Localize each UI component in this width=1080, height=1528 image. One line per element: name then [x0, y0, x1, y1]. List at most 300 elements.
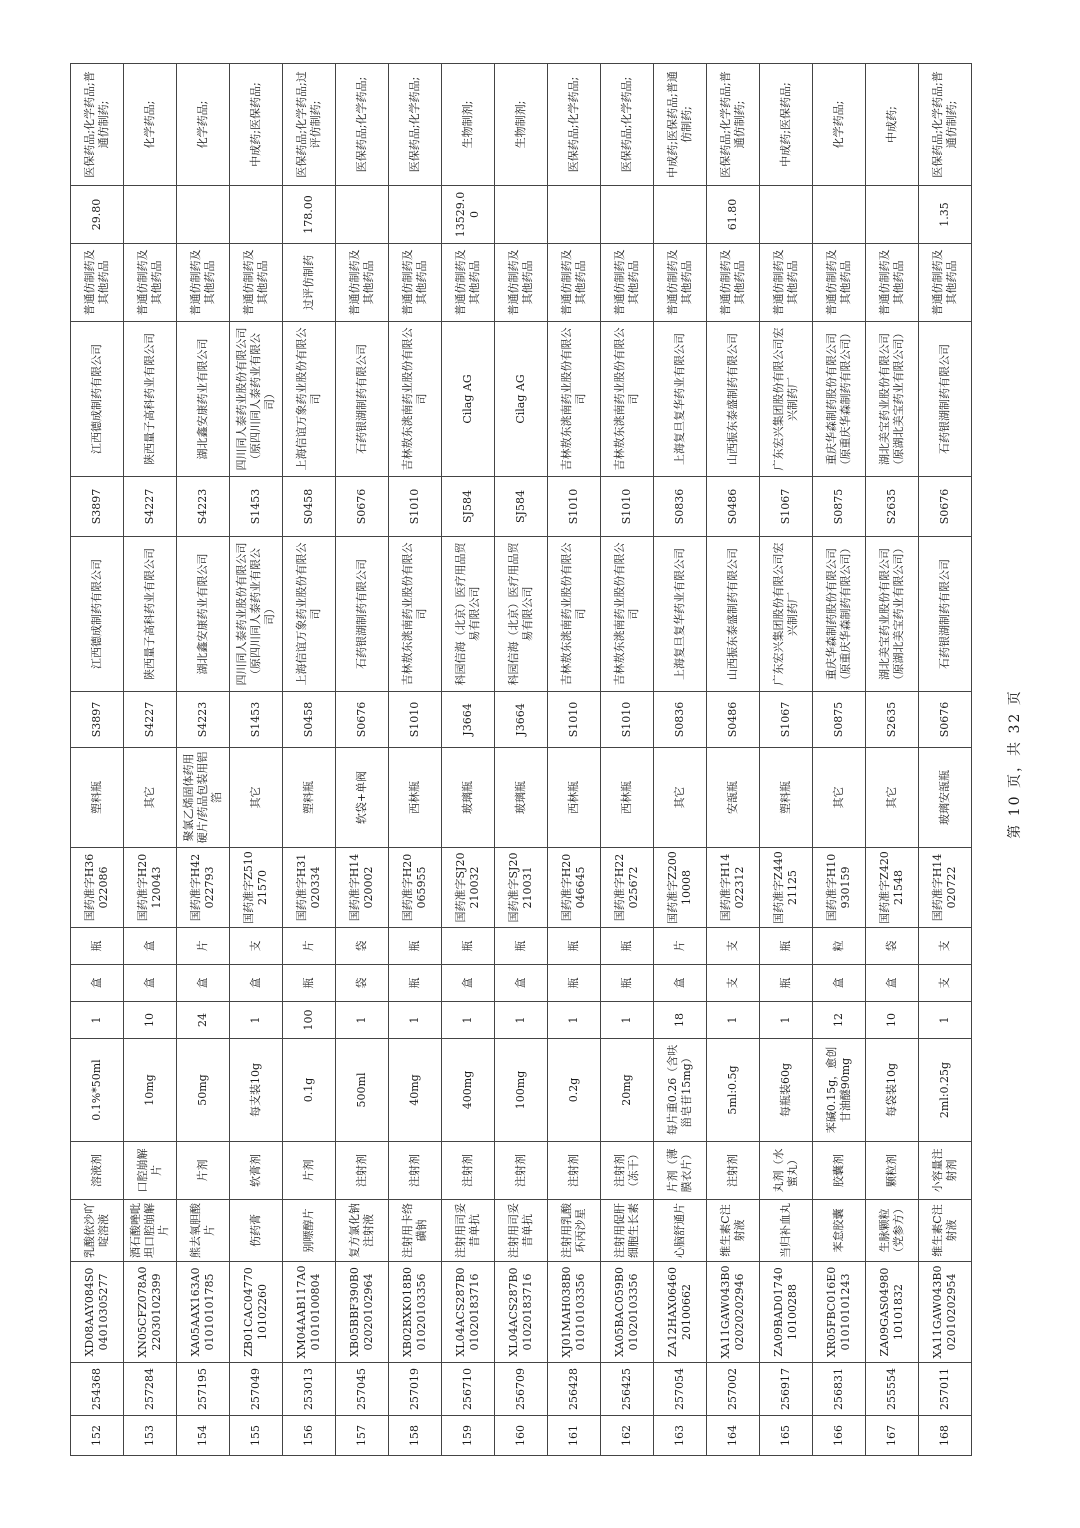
min-unit-cell: 粒	[813, 928, 866, 965]
enterprise-name-cell: 吉林敖东洮南药业股份有限公司	[389, 537, 442, 692]
manufacturer-code-cell: S3897	[71, 477, 124, 537]
drug-code-cell: XL04ACS287B001020183716	[442, 1262, 495, 1363]
table-row	[919, 64, 972, 1456]
package-unit-cell: 盒	[177, 965, 230, 1002]
table-row	[495, 64, 548, 1456]
min-unit-cell: 瓶	[601, 928, 654, 965]
min-unit-cell: 袋	[866, 928, 919, 965]
drug-category-cell: 普通仿制药及其他药品	[548, 244, 601, 322]
remarks-cell: 生物制剂;	[442, 64, 495, 186]
approval-number-cell: 国药准字Z51021570	[230, 848, 283, 928]
enterprise-name-cell: 江西德成制药有限公司	[71, 537, 124, 692]
price-cell	[177, 186, 230, 244]
remarks-cell: 医保药品;化学药品;	[548, 64, 601, 186]
drug-category-cell: 普通仿制药及其他药品	[601, 244, 654, 322]
row-number-cell: 166	[813, 1416, 866, 1456]
dosage-form-cell: 注射剂	[336, 1142, 389, 1200]
min-unit-cell: 支	[919, 928, 972, 965]
drug-code-cell: XD08AAY084S004010305277	[71, 1262, 124, 1363]
manufacturer-code-cell: S2635	[866, 477, 919, 537]
table-row	[177, 64, 230, 1456]
price-cell	[760, 186, 813, 244]
table-row	[548, 64, 601, 1456]
table-row	[389, 64, 442, 1456]
enterprise-code-cell: S2635	[866, 692, 919, 748]
packaging-material-cell: 其它	[813, 748, 866, 848]
enterprise-code-cell: S0676	[919, 692, 972, 748]
item-id-cell: 257002	[707, 1363, 760, 1416]
min-unit-cell: 瓶	[495, 928, 548, 965]
drug-list-table	[70, 63, 972, 1456]
min-unit-cell: 片	[283, 928, 336, 965]
table-row	[813, 64, 866, 1456]
dosage-form-cell: 注射剂	[707, 1142, 760, 1200]
enterprise-name-cell: 湖北鑫安康药业有限公司	[177, 537, 230, 692]
drug-name-cell: 注射用司妥昔单抗	[442, 1200, 495, 1262]
item-id-cell: 257054	[654, 1363, 707, 1416]
dosage-form-cell: 丸剂（水蜜丸）	[760, 1142, 813, 1200]
price-cell: 29.80	[71, 186, 124, 244]
approval-number-cell: 国药准字SJ20210031	[495, 848, 548, 928]
drug-name-cell: 别嘌醇片	[283, 1200, 336, 1262]
remarks-cell: 医保药品;化学药品;普通仿制药;	[71, 64, 124, 186]
row-number-cell: 168	[919, 1416, 972, 1456]
package-quantity-cell: 1	[71, 1002, 124, 1039]
manufacturer-code-cell: S1453	[230, 477, 283, 537]
enterprise-name-cell: 山西振东泰盛制药有限公司	[707, 537, 760, 692]
table-row	[442, 64, 495, 1456]
enterprise-name-cell: 上海信谊万象药业股份有限公司	[283, 537, 336, 692]
price-cell	[813, 186, 866, 244]
packaging-material-cell: 塑料瓶	[71, 748, 124, 848]
table-row	[283, 64, 336, 1456]
enterprise-code-cell: S4223	[177, 692, 230, 748]
packaging-material-cell: 玻璃安瓿瓶	[919, 748, 972, 848]
enterprise-name-cell: 吉林敖东洮南药业股份有限公司	[548, 537, 601, 692]
item-id-cell: 255554	[866, 1363, 919, 1416]
enterprise-code-cell: S0486	[707, 692, 760, 748]
row-number-cell: 160	[495, 1416, 548, 1456]
manufacturer-code-cell: SJ584	[442, 477, 495, 537]
remarks-cell: 医保药品;化学药品;	[336, 64, 389, 186]
drug-category-cell: 普通仿制药及其他药品	[336, 244, 389, 322]
item-id-cell: 256831	[813, 1363, 866, 1416]
enterprise-name-cell: 陕西量子高科药业有限公司	[124, 537, 177, 692]
drug-category-cell: 普通仿制药及其他药品	[813, 244, 866, 322]
enterprise-name-cell: 吉林敖东洮南药业股份有限公司	[601, 537, 654, 692]
manufacturer-name-cell: 山西振东泰盛制药有限公司	[707, 322, 760, 477]
enterprise-code-cell: S0836	[654, 692, 707, 748]
enterprise-name-cell: 石药银湖制药有限公司	[919, 537, 972, 692]
package-unit-cell: 瓶	[548, 965, 601, 1002]
drug-name-cell: 心脑舒通片	[654, 1200, 707, 1262]
drug-code-cell: ZA12HAX0646020100662	[654, 1262, 707, 1363]
manufacturer-name-cell: 吉林敖东洮南药业股份有限公司	[548, 322, 601, 477]
dosage-form-cell: 注射剂	[548, 1142, 601, 1200]
package-unit-cell: 支	[919, 965, 972, 1002]
enterprise-code-cell: S1010	[601, 692, 654, 748]
remarks-cell: 生物制剂;	[495, 64, 548, 186]
package-quantity-cell: 1	[442, 1002, 495, 1039]
drug-code-cell: XB05BBF390B002020102964	[336, 1262, 389, 1363]
remarks-cell: 中成药;	[866, 64, 919, 186]
row-number-cell: 162	[601, 1416, 654, 1456]
approval-number-cell: 国药准字H14020722	[919, 848, 972, 928]
dosage-form-cell: 小容量注射剂	[919, 1142, 972, 1200]
enterprise-code-cell: J3664	[442, 692, 495, 748]
manufacturer-code-cell: S0836	[654, 477, 707, 537]
manufacturer-name-cell: 上海复旦复华药业有限公司	[654, 322, 707, 477]
item-id-cell: 257045	[336, 1363, 389, 1416]
manufacturer-name-cell: 江西德成制药有限公司	[71, 322, 124, 477]
approval-number-cell: 国药准字SJ20210032	[442, 848, 495, 928]
item-id-cell: 256709	[495, 1363, 548, 1416]
manufacturer-name-cell: 吉林敖东洮南药业股份有限公司	[601, 322, 654, 477]
drug-code-cell: XN05CFZ078A022030102399	[124, 1262, 177, 1363]
drug-category-cell: 普通仿制药及其他药品	[230, 244, 283, 322]
price-cell: 13529.00	[442, 186, 495, 244]
approval-number-cell: 国药准字H31020334	[283, 848, 336, 928]
drug-category-cell: 普通仿制药及其他药品	[654, 244, 707, 322]
table-row	[760, 64, 813, 1456]
drug-code-cell: XA11GAW043B002020202946	[707, 1262, 760, 1363]
price-cell	[230, 186, 283, 244]
specification-cell: 10mg	[124, 1039, 177, 1142]
enterprise-code-cell: S1010	[548, 692, 601, 748]
remarks-cell: 化学药品;	[813, 64, 866, 186]
enterprise-code-cell: S0875	[813, 692, 866, 748]
enterprise-name-cell: 四川同人泰药业股份有限公司（原四川同人泰药业有限公司）	[230, 537, 283, 692]
package-unit-cell: 瓶	[283, 965, 336, 1002]
specification-cell: 苯碱0.15g，愈创甘油醚90mg	[813, 1039, 866, 1142]
dosage-form-cell: 片剂	[283, 1142, 336, 1200]
price-cell: 61.80	[707, 186, 760, 244]
approval-number-cell: 国药准字H36022086	[71, 848, 124, 928]
price-cell	[654, 186, 707, 244]
drug-name-cell: 注射用司妥昔单抗	[495, 1200, 548, 1262]
remarks-cell: 化学药品;	[124, 64, 177, 186]
package-quantity-cell: 12	[813, 1002, 866, 1039]
min-unit-cell: 片	[654, 928, 707, 965]
drug-category-cell: 普通仿制药及其他药品	[707, 244, 760, 322]
manufacturer-code-cell: S0676	[336, 477, 389, 537]
drug-name-cell: 当归补血丸	[760, 1200, 813, 1262]
dosage-form-cell: 片剂	[177, 1142, 230, 1200]
drug-name-cell: 乳酸依沙吖啶溶液	[71, 1200, 124, 1262]
package-quantity-cell: 10	[866, 1002, 919, 1039]
price-cell: 1.35	[919, 186, 972, 244]
remarks-cell: 医保药品;化学药品;普通仿制药;	[919, 64, 972, 186]
package-quantity-cell: 1	[389, 1002, 442, 1039]
row-number-cell: 156	[283, 1416, 336, 1456]
table-row	[230, 64, 283, 1456]
remarks-cell: 中成药;医保药品;	[230, 64, 283, 186]
table-row	[601, 64, 654, 1456]
packaging-material-cell: 塑料瓶	[283, 748, 336, 848]
manufacturer-name-cell: 四川同人泰药业股份有限公司（原四川同人泰药业有限公司）	[230, 322, 283, 477]
item-id-cell: 253013	[283, 1363, 336, 1416]
min-unit-cell: 瓶	[389, 928, 442, 965]
drug-code-cell: XA05BAC059B001020103356	[601, 1262, 654, 1363]
enterprise-code-cell: S1010	[389, 692, 442, 748]
manufacturer-code-cell: S0875	[813, 477, 866, 537]
row-number-cell: 158	[389, 1416, 442, 1456]
table-row	[336, 64, 389, 1456]
remarks-cell: 医保药品;化学药品;过评仿制药;	[283, 64, 336, 186]
enterprise-name-cell: 湖北美宝药业股份有限公司（原湖北美宝药业有限公司）	[866, 537, 919, 692]
manufacturer-code-cell: S0458	[283, 477, 336, 537]
row-number-cell: 167	[866, 1416, 919, 1456]
dosage-form-cell: 胶囊剂	[813, 1142, 866, 1200]
enterprise-name-cell: 科园信海（北京）医疗用品贸易有限公司	[442, 537, 495, 692]
drug-code-cell: XA11GAW043B002010202954	[919, 1262, 972, 1363]
table-body	[71, 64, 972, 1456]
drug-category-cell: 普通仿制药及其他药品	[389, 244, 442, 322]
drug-code-cell: XL04ACS287B001020183716	[495, 1262, 548, 1363]
package-unit-cell: 袋	[336, 965, 389, 1002]
price-cell: 178.00	[283, 186, 336, 244]
item-id-cell: 257011	[919, 1363, 972, 1416]
specification-cell: 每片重0.26（含呋甾皂苷15mg）	[654, 1039, 707, 1142]
drug-code-cell: XJ01MAH038B001010103356	[548, 1262, 601, 1363]
manufacturer-name-cell: 石药银湖制药有限公司	[336, 322, 389, 477]
specification-cell: 0.1g	[283, 1039, 336, 1142]
item-id-cell: 257049	[230, 1363, 283, 1416]
packaging-material-cell: 玻璃瓶	[495, 748, 548, 848]
drug-name-cell: 伤药膏	[230, 1200, 283, 1262]
specification-cell: 0.2g	[548, 1039, 601, 1142]
specification-cell: 2ml:0.25g	[919, 1039, 972, 1142]
manufacturer-name-cell: 湖北美宝药业股份有限公司（原湖北美宝药业有限公司）	[866, 322, 919, 477]
dosage-form-cell: 注射剂	[442, 1142, 495, 1200]
enterprise-code-cell: S1067	[760, 692, 813, 748]
manufacturer-code-cell: SJ584	[495, 477, 548, 537]
packaging-material-cell: 其它	[124, 748, 177, 848]
drug-category-cell: 普通仿制药及其他药品	[124, 244, 177, 322]
packaging-material-cell: 其它	[230, 748, 283, 848]
drug-code-cell: ZA09GAS0498010101832	[866, 1262, 919, 1363]
manufacturer-code-cell: S4227	[124, 477, 177, 537]
manufacturer-name-cell: Cilag AG	[442, 322, 495, 477]
enterprise-code-cell: S0676	[336, 692, 389, 748]
manufacturer-code-cell: S1067	[760, 477, 813, 537]
approval-number-cell: 国药准字H14022312	[707, 848, 760, 928]
min-unit-cell: 瓶	[442, 928, 495, 965]
specification-cell: 400mg	[442, 1039, 495, 1142]
specification-cell: 每袋装10g	[866, 1039, 919, 1142]
enterprise-code-cell: S3897	[71, 692, 124, 748]
remarks-cell: 中成药;医保药品;	[760, 64, 813, 186]
package-unit-cell: 瓶	[389, 965, 442, 1002]
enterprise-name-cell: 广东宏兴集团股份有限公司宏兴制药厂	[760, 537, 813, 692]
drug-category-cell: 普通仿制药及其他药品	[71, 244, 124, 322]
approval-number-cell: 国药准字Z20010008	[654, 848, 707, 928]
min-unit-cell: 片	[177, 928, 230, 965]
price-cell	[336, 186, 389, 244]
packaging-material-cell: 玻璃瓶	[442, 748, 495, 848]
dosage-form-cell: 软膏剂	[230, 1142, 283, 1200]
package-unit-cell: 盒	[813, 965, 866, 1002]
packaging-material-cell: 聚氯乙烯固体药用硬片/药品包装用铝箔	[177, 748, 230, 848]
enterprise-code-cell: S1453	[230, 692, 283, 748]
min-unit-cell: 袋	[336, 928, 389, 965]
drug-name-cell: 酒石酸唑吡坦口腔崩解片	[124, 1200, 177, 1262]
package-quantity-cell: 1	[495, 1002, 548, 1039]
packaging-material-cell: 其它	[866, 748, 919, 848]
drug-name-cell: 注射用乳酸环丙沙星	[548, 1200, 601, 1262]
remarks-cell: 医保药品;化学药品;	[389, 64, 442, 186]
approval-number-cell: 国药准字Z44021125	[760, 848, 813, 928]
package-unit-cell: 盒	[71, 965, 124, 1002]
min-unit-cell: 盒	[124, 928, 177, 965]
enterprise-code-cell: S4227	[124, 692, 177, 748]
row-number-cell: 164	[707, 1416, 760, 1456]
approval-number-cell: 国药准字H20046645	[548, 848, 601, 928]
manufacturer-code-cell: S1010	[389, 477, 442, 537]
row-number-cell: 159	[442, 1416, 495, 1456]
drug-name-cell: 苯怠胶囊	[813, 1200, 866, 1262]
dosage-form-cell: 片剂（薄膜衣片）	[654, 1142, 707, 1200]
specification-cell: 20mg	[601, 1039, 654, 1142]
drug-category-cell: 过评仿制药	[283, 244, 336, 322]
dosage-form-cell: 注射剂	[389, 1142, 442, 1200]
specification-cell: 500ml	[336, 1039, 389, 1142]
packaging-material-cell: 西林瓶	[389, 748, 442, 848]
packaging-material-cell: 塑料瓶	[760, 748, 813, 848]
specification-cell: 50mg	[177, 1039, 230, 1142]
package-quantity-cell: 1	[548, 1002, 601, 1039]
drug-name-cell: 维生素C注射液	[919, 1200, 972, 1262]
packaging-material-cell: 其它	[654, 748, 707, 848]
manufacturer-name-cell: 重庆华森制药股份有限公司（原重庆华森制药有限公司）	[813, 322, 866, 477]
drug-name-cell: 生脉颗粒（党参方）	[866, 1200, 919, 1262]
package-unit-cell: 盒	[495, 965, 548, 1002]
item-id-cell: 256425	[601, 1363, 654, 1416]
row-number-cell: 152	[71, 1416, 124, 1456]
package-unit-cell: 瓶	[601, 965, 654, 1002]
item-id-cell: 257019	[389, 1363, 442, 1416]
item-id-cell: 257195	[177, 1363, 230, 1416]
drug-code-cell: XM04AAB117A001010100804	[283, 1262, 336, 1363]
row-number-cell: 154	[177, 1416, 230, 1456]
dosage-form-cell: 颗粒剂	[866, 1142, 919, 1200]
enterprise-code-cell: S0458	[283, 692, 336, 748]
manufacturer-name-cell: 广东宏兴集团股份有限公司宏兴制药厂	[760, 322, 813, 477]
table-row	[124, 64, 177, 1456]
remarks-cell: 医保药品;化学药品;普通仿制药;	[707, 64, 760, 186]
manufacturer-name-cell: 上海信谊万象药业股份有限公司	[283, 322, 336, 477]
manufacturer-name-cell: Cilag AG	[495, 322, 548, 477]
price-cell	[866, 186, 919, 244]
item-id-cell: 254368	[71, 1363, 124, 1416]
package-quantity-cell: 1	[919, 1002, 972, 1039]
manufacturer-code-cell: S0486	[707, 477, 760, 537]
drug-category-cell: 普通仿制药及其他药品	[919, 244, 972, 322]
specification-cell: 100mg	[495, 1039, 548, 1142]
min-unit-cell: 支	[230, 928, 283, 965]
approval-number-cell: 国药准字Z42021548	[866, 848, 919, 928]
drug-code-cell: ZA09BAD0174010100288	[760, 1262, 813, 1363]
item-id-cell: 256710	[442, 1363, 495, 1416]
packaging-material-cell: 西林瓶	[601, 748, 654, 848]
price-cell	[601, 186, 654, 244]
item-id-cell: 257284	[124, 1363, 177, 1416]
package-quantity-cell: 1	[336, 1002, 389, 1039]
approval-number-cell: 国药准字H42022793	[177, 848, 230, 928]
packaging-material-cell: 西林瓶	[548, 748, 601, 848]
dosage-form-cell: 注射剂（冻干）	[601, 1142, 654, 1200]
item-id-cell: 256428	[548, 1363, 601, 1416]
drug-name-cell: 维生素C注射液	[707, 1200, 760, 1262]
price-cell	[389, 186, 442, 244]
approval-number-cell: 国药准字H22025672	[601, 848, 654, 928]
row-number-cell: 155	[230, 1416, 283, 1456]
manufacturer-name-cell: 石药银湖制药有限公司	[919, 322, 972, 477]
remarks-cell: 医保药品;化学药品;	[601, 64, 654, 186]
manufacturer-code-cell: S0676	[919, 477, 972, 537]
drug-category-cell: 普通仿制药及其他药品	[760, 244, 813, 322]
package-quantity-cell: 100	[283, 1002, 336, 1039]
min-unit-cell: 瓶	[548, 928, 601, 965]
enterprise-name-cell: 重庆华森制药股份有限公司（原重庆华森制药有限公司）	[813, 537, 866, 692]
specification-cell: 每瓶装60g	[760, 1039, 813, 1142]
row-number-cell: 157	[336, 1416, 389, 1456]
approval-number-cell: 国药准字H10930159	[813, 848, 866, 928]
remarks-cell: 化学药品;	[177, 64, 230, 186]
enterprise-name-cell: 石药银湖制药有限公司	[336, 537, 389, 692]
approval-number-cell: 国药准字H14020002	[336, 848, 389, 928]
manufacturer-code-cell: S1010	[548, 477, 601, 537]
enterprise-name-cell: 科园信海（北京）医疗用品贸易有限公司	[495, 537, 548, 692]
row-number-cell: 161	[548, 1416, 601, 1456]
manufacturer-name-cell: 湖北鑫安康药业有限公司	[177, 322, 230, 477]
drug-category-cell: 普通仿制药及其他药品	[442, 244, 495, 322]
drug-code-cell: ZB01CAC0477010102260	[230, 1262, 283, 1363]
package-quantity-cell: 10	[124, 1002, 177, 1039]
price-cell	[548, 186, 601, 244]
drug-name-cell: 复方氯化钠注射液	[336, 1200, 389, 1262]
drug-code-cell: XR05FBC016E001010101243	[813, 1262, 866, 1363]
row-number-cell: 165	[760, 1416, 813, 1456]
package-quantity-cell: 18	[654, 1002, 707, 1039]
manufacturer-name-cell: 陕西量子高科药业有限公司	[124, 322, 177, 477]
package-quantity-cell: 1	[230, 1002, 283, 1039]
package-unit-cell: 盒	[230, 965, 283, 1002]
drug-name-cell: 注射用卡络磺钠	[389, 1200, 442, 1262]
drug-category-cell: 普通仿制药及其他药品	[495, 244, 548, 322]
dosage-form-cell: 口腔崩解片	[124, 1142, 177, 1200]
row-number-cell: 153	[124, 1416, 177, 1456]
approval-number-cell: 国药准字H20120043	[124, 848, 177, 928]
drug-category-cell: 普通仿制药及其他药品	[177, 244, 230, 322]
package-unit-cell: 盒	[866, 965, 919, 1002]
package-unit-cell: 盒	[442, 965, 495, 1002]
min-unit-cell: 瓶	[71, 928, 124, 965]
enterprise-code-cell: J3664	[495, 692, 548, 748]
package-quantity-cell: 1	[760, 1002, 813, 1039]
package-unit-cell: 支	[707, 965, 760, 1002]
manufacturer-code-cell: S1010	[601, 477, 654, 537]
remarks-cell: 中成药;医保药品;普通仿制药;	[654, 64, 707, 186]
specification-cell: 每支装10g	[230, 1039, 283, 1142]
package-unit-cell: 瓶	[760, 965, 813, 1002]
min-unit-cell: 瓶	[760, 928, 813, 965]
enterprise-name-cell: 上海复旦复华药业有限公司	[654, 537, 707, 692]
package-quantity-cell: 1	[707, 1002, 760, 1039]
package-quantity-cell: 1	[601, 1002, 654, 1039]
packaging-material-cell: 安瓿瓶	[707, 748, 760, 848]
drug-category-cell: 普通仿制药及其他药品	[866, 244, 919, 322]
